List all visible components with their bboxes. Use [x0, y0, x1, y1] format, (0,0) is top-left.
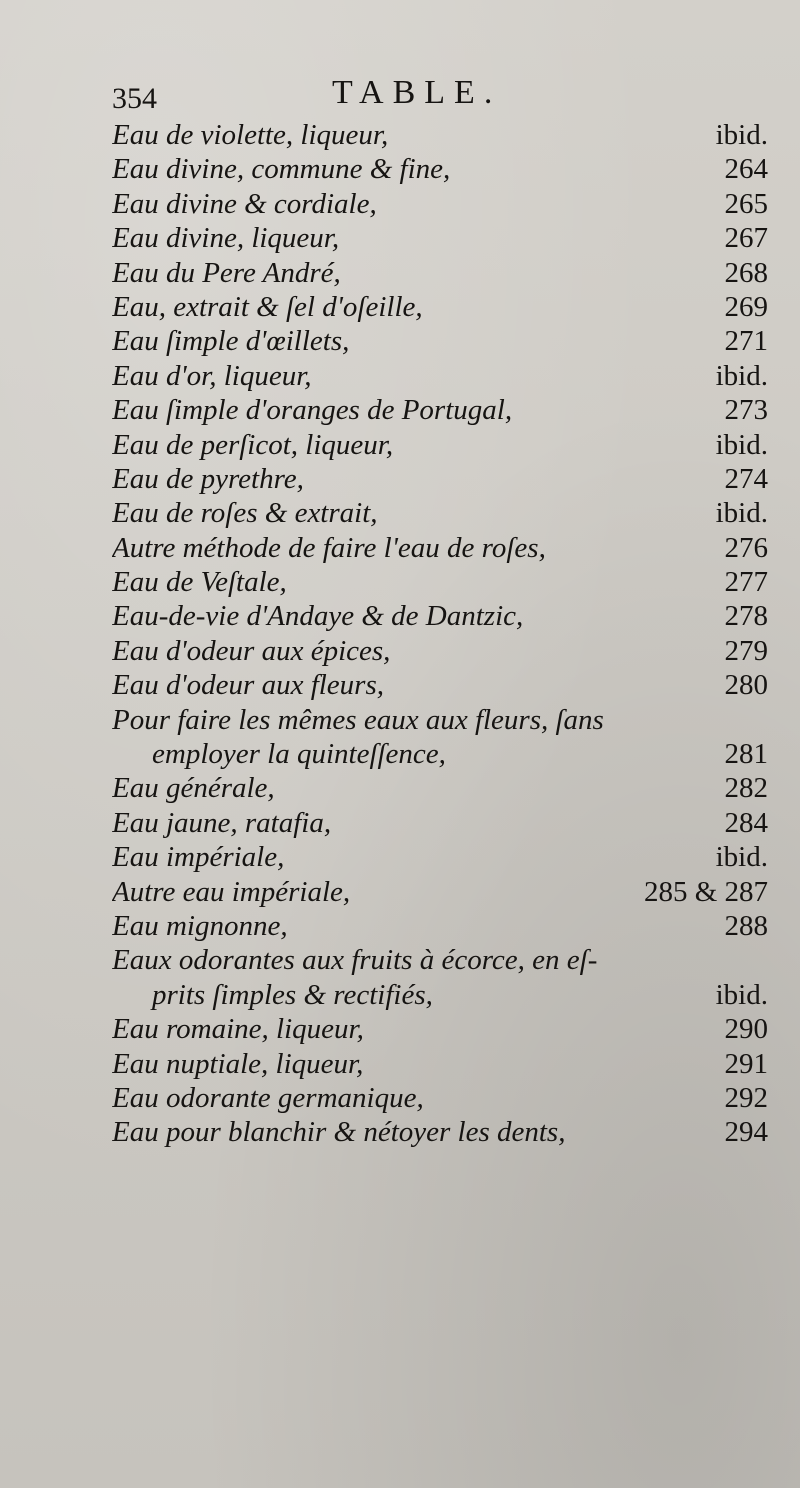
toc-entry-title: Eau, extrait & ſel d'oſeille,: [112, 290, 423, 323]
toc-entry-title: Eau mignonne,: [112, 909, 288, 942]
table-of-contents-list: [112, 118, 768, 1150]
toc-entry: [112, 221, 768, 255]
toc-entry: [112, 875, 768, 909]
toc-entry-title: Eau pour blanchir & nétoyer les dents,: [112, 1116, 566, 1149]
toc-entry-page: 294: [724, 1116, 768, 1149]
toc-entry-page: 290: [724, 1013, 768, 1046]
toc-entry: [112, 1047, 768, 1081]
toc-entry: [112, 565, 768, 599]
toc-entry-title: Eau ſimple d'œillets,: [112, 325, 350, 358]
toc-entry-page: 282: [724, 772, 768, 805]
page-number: 354: [112, 82, 157, 115]
toc-entry: [112, 668, 768, 702]
toc-entry-page: ibid.: [715, 841, 768, 874]
toc-entry: [112, 1115, 768, 1149]
toc-entry-page: 288: [724, 909, 768, 942]
toc-entry-title: Eau de roſes & extrait,: [112, 497, 378, 530]
toc-entry-title: Eau-de-vie d'Andaye & de Dantzic,: [112, 600, 524, 633]
toc-entry: [112, 1081, 768, 1115]
toc-entry-page: 265: [724, 187, 768, 220]
toc-entry-title: Eau de Veſtale,: [112, 566, 287, 599]
toc-entry-title: Autre eau impériale,: [112, 875, 351, 908]
toc-entry-page: ibid.: [715, 497, 768, 530]
toc-entry: [112, 359, 768, 393]
toc-entry-title: Eau impériale,: [112, 841, 285, 874]
toc-entry: [112, 290, 768, 324]
toc-entry: [112, 909, 768, 943]
toc-entry-page: 267: [724, 222, 768, 255]
toc-entry: [112, 324, 768, 358]
toc-entry: [112, 771, 768, 805]
toc-entry-page: 264: [724, 153, 768, 186]
page-header: [112, 72, 772, 122]
toc-entry-title: Eau divine, liqueur,: [112, 222, 340, 255]
toc-entry-page: 273: [724, 394, 768, 427]
toc-entry-page: 268: [724, 256, 768, 289]
toc-entry-title: Eau de perſicot, liqueur,: [112, 428, 394, 461]
toc-entry: [112, 840, 768, 874]
toc-entry-page: 280: [724, 669, 768, 702]
toc-entry-page: 281: [724, 738, 768, 771]
toc-entry: [112, 978, 768, 1012]
toc-entry-title: prits ſimples & rectifiés,: [152, 978, 433, 1011]
toc-entry-title: Eau ſimple d'oranges de Portugal,: [112, 394, 513, 427]
toc-entry: [112, 118, 768, 152]
toc-entry-title: Pour faire les mêmes eaux aux fleurs, ſans: [112, 703, 604, 736]
toc-entry-title: Eaux odorantes aux fruits à écorce, en eſ-: [112, 944, 598, 977]
toc-entry-title: Eau odorante germanique,: [112, 1081, 424, 1114]
running-title: TABLE.: [332, 74, 502, 111]
toc-entry-title: Eau d'odeur aux épices,: [112, 634, 391, 667]
toc-entry: [112, 256, 768, 290]
toc-entry: [112, 187, 768, 221]
toc-entry-page: ibid.: [715, 359, 768, 392]
toc-entry: [112, 393, 768, 427]
toc-entry-title: Eau générale,: [112, 772, 275, 805]
toc-entry-page: 284: [724, 806, 768, 839]
toc-entry-page: 274: [724, 462, 768, 495]
toc-entry-title: Eau d'or, liqueur,: [112, 359, 312, 392]
toc-entry: [112, 428, 768, 462]
toc-entry-title: Eau de violette, liqueur,: [112, 119, 389, 151]
toc-entry-title: Eau nuptiale, liqueur,: [112, 1047, 364, 1080]
toc-entry: [112, 737, 768, 771]
toc-entry-page: 292: [724, 1081, 768, 1114]
toc-entry-page: ibid.: [715, 119, 768, 151]
toc-entry: [112, 943, 768, 977]
toc-entry-title: Eau romaine, liqueur,: [112, 1013, 364, 1046]
toc-entry-page: 269: [724, 290, 768, 323]
toc-entry-title: Eau divine & cordiale,: [112, 187, 377, 220]
toc-entry-page: 277: [724, 566, 768, 599]
toc-entry: [112, 703, 768, 737]
toc-entry-page: 276: [724, 531, 768, 564]
toc-entry-page: 271: [724, 325, 768, 358]
toc-entry-page: 279: [724, 634, 768, 667]
toc-entry: [112, 806, 768, 840]
toc-entry-title: Eau du Pere André,: [112, 256, 341, 289]
toc-entry-page: 278: [724, 600, 768, 633]
toc-entry-title: Eau jaune, ratafia,: [112, 806, 332, 839]
toc-entry: [112, 1012, 768, 1046]
toc-entry: [112, 599, 768, 633]
toc-entry-page: ibid.: [715, 428, 768, 461]
toc-entry-title: Eau divine, commune & fine,: [112, 153, 451, 186]
toc-entry-page: 285 & 287: [643, 875, 768, 908]
toc-entry: [112, 496, 768, 530]
toc-entry-page: ibid.: [715, 978, 768, 1011]
toc-entry: [112, 634, 768, 668]
toc-entry: [112, 462, 768, 496]
toc-entry: [112, 531, 768, 565]
toc-entry-title: Eau d'odeur aux fleurs,: [112, 669, 385, 702]
toc-entry-page: 291: [724, 1047, 768, 1080]
toc-entry: [112, 152, 768, 186]
toc-entry-title: Eau de pyrethre,: [112, 462, 304, 495]
toc-entry-title: Autre méthode de faire l'eau de roſes,: [112, 531, 546, 564]
toc-entry-title: employer la quinteſſence,: [152, 738, 446, 771]
